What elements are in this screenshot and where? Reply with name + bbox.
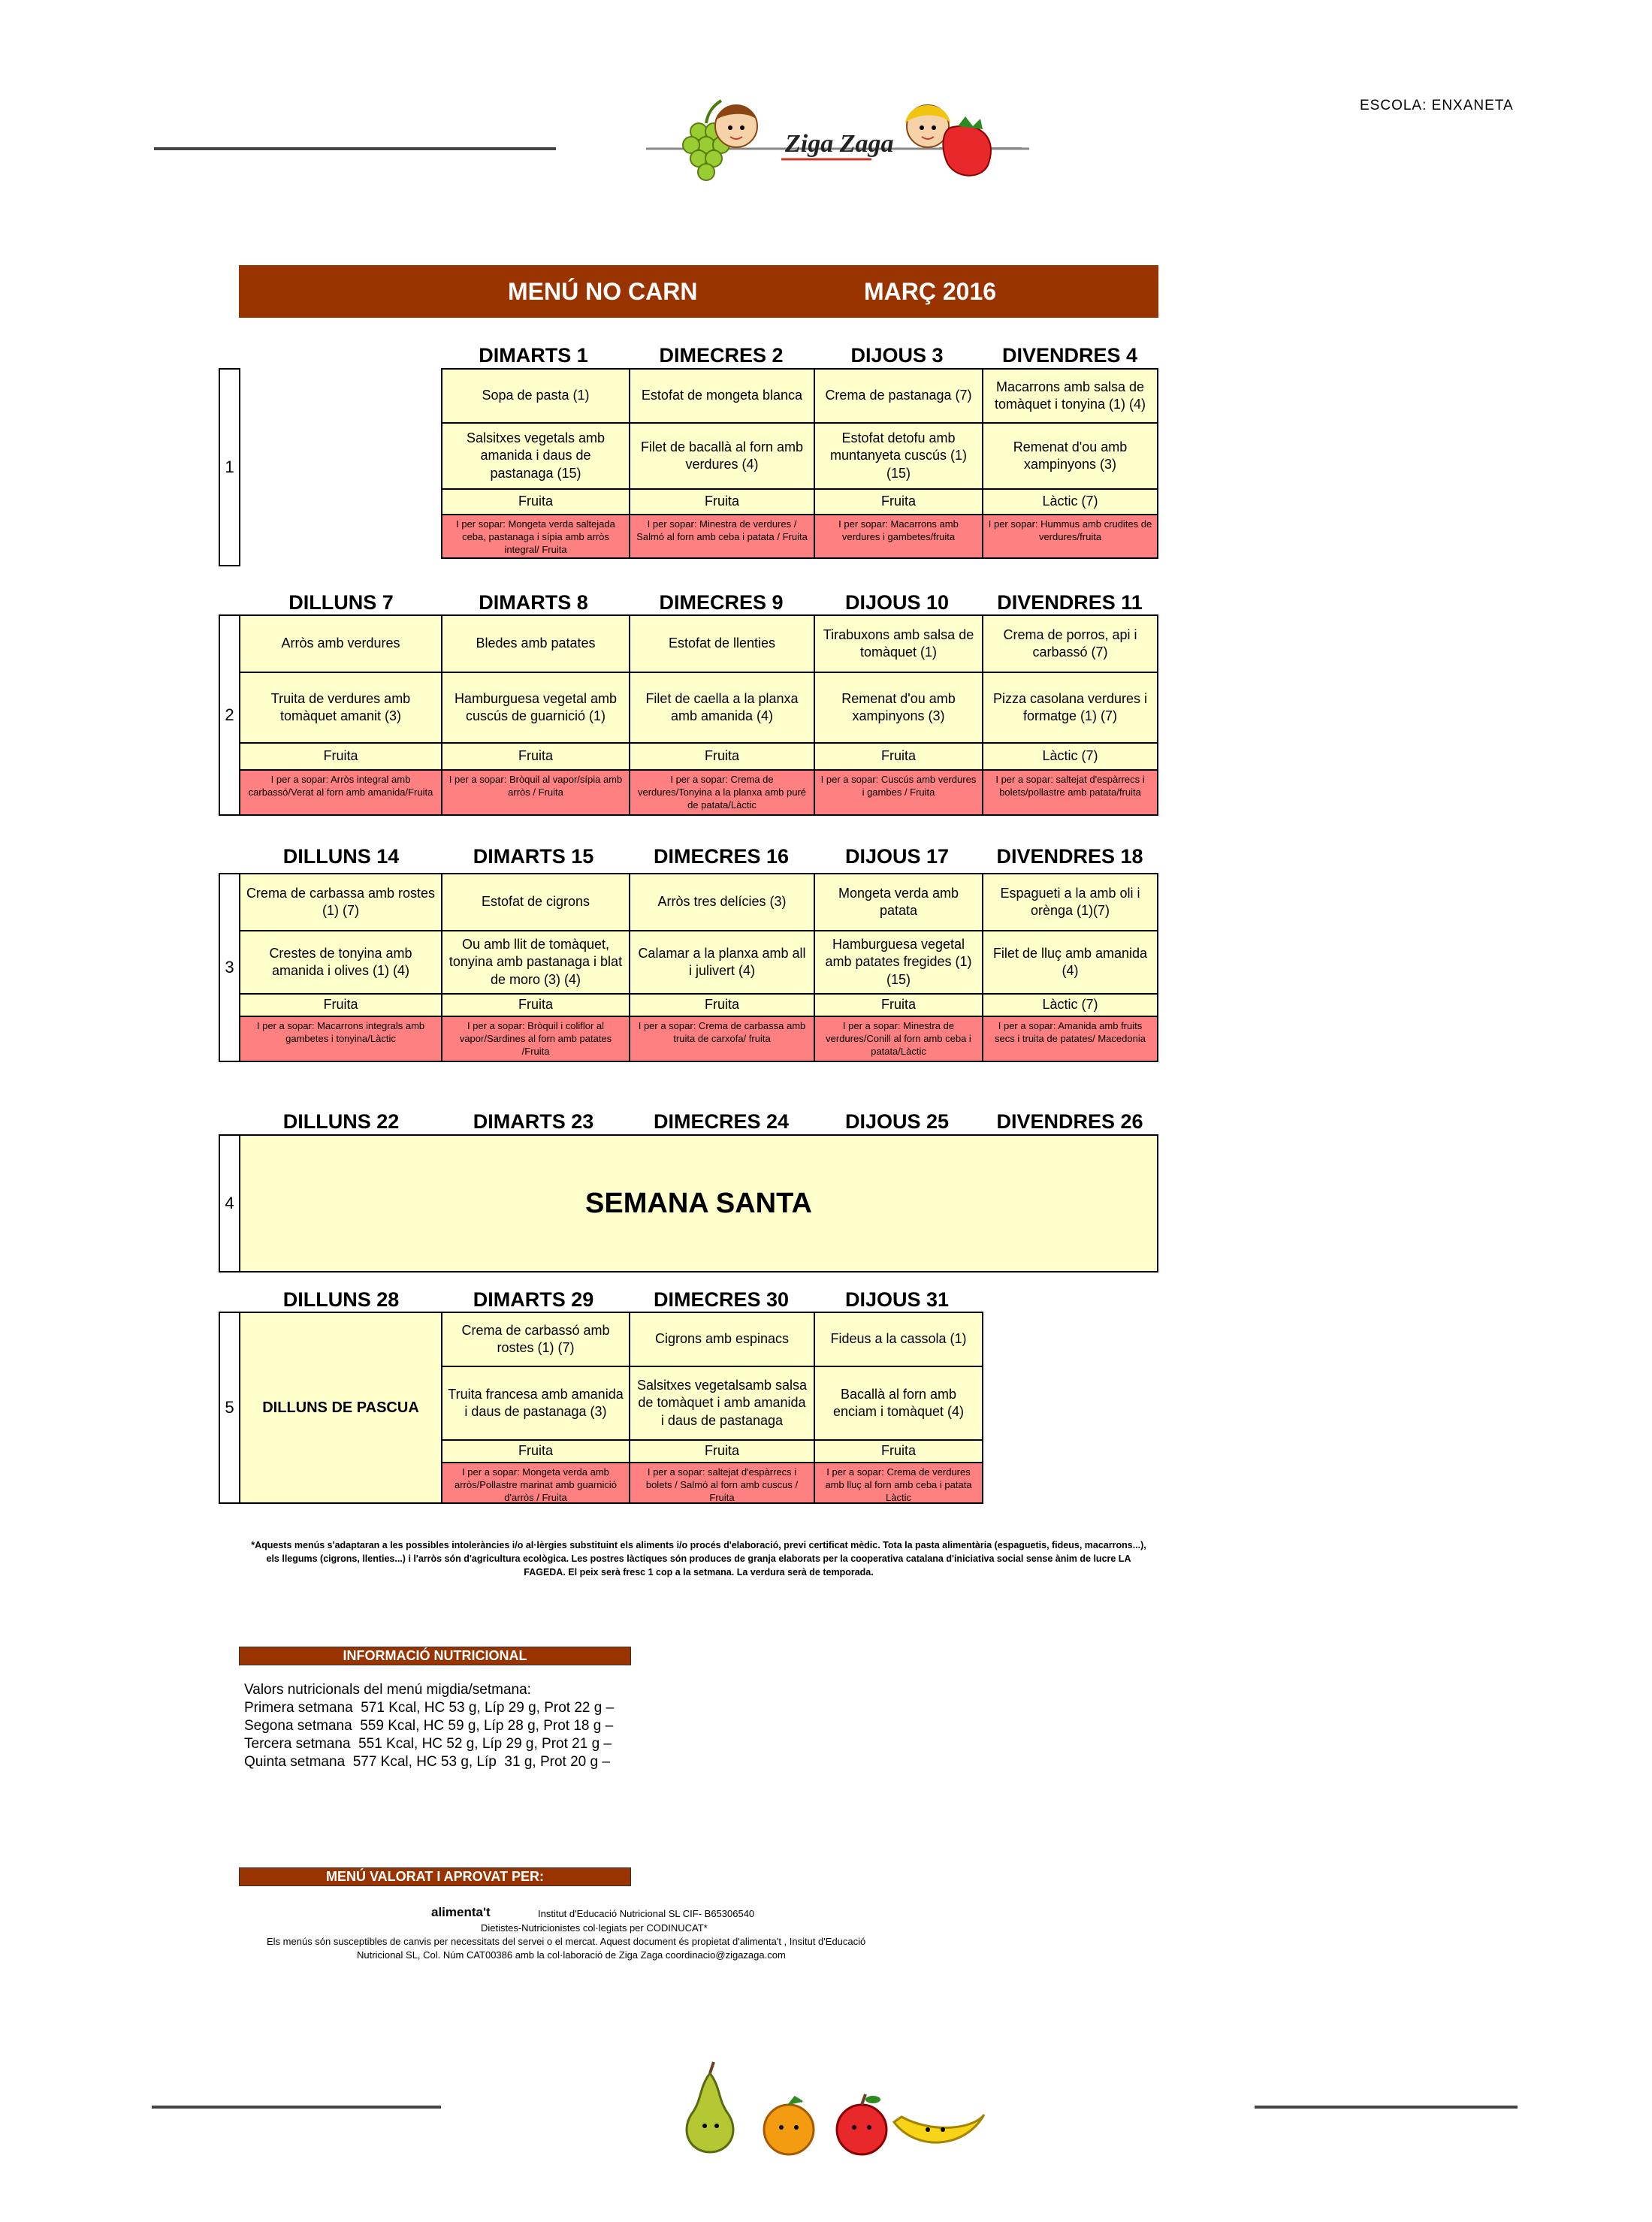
dinner-cell: I per a sopar: Mongeta verda amb arròs/Pollastre marinat amb guarnició d'arròs / Fruita xyxy=(441,1462,630,1504)
day-header: DIMARTS 23 xyxy=(473,1110,594,1133)
day-header: DIMARTS 8 xyxy=(479,591,588,614)
second-course-cell: Salsitxes vegetalsamb salsa de tomàquet i amb amanida i daus de pastanaga xyxy=(629,1366,815,1441)
first-course-cell: Estofat de mongeta blanca xyxy=(629,368,815,424)
day-header: DIVENDRES 26 xyxy=(996,1110,1143,1133)
school-name: ESCOLA: ENXANETA xyxy=(1360,98,1514,113)
day-header: DIMARTS 1 xyxy=(479,344,588,367)
day-header: DIJOUS 17 xyxy=(844,845,950,868)
dessert-cell: Fruita xyxy=(629,742,815,771)
day-header: DIVENDRES 11 xyxy=(997,591,1143,614)
alimentat-brand: alimenta't xyxy=(431,1905,491,1919)
footer-rule-right xyxy=(1255,2106,1518,2109)
dinner-cell: I per a sopar: Macarrons integrals amb gambetes i tonyina/Làctic xyxy=(239,1016,442,1062)
dessert-cell: Fruita xyxy=(814,993,983,1017)
day-header: DIVENDRES 4 xyxy=(1001,344,1138,367)
dinner-cell: I per a sopar: Cuscús amb verdures i gambes / Fruita xyxy=(814,769,983,816)
first-course-cell: Crema de pastanaga (7) xyxy=(814,368,983,424)
dinner-cell: I per sopar: Hummus amb crudites de verdures/fruita xyxy=(982,514,1158,559)
fruits-illustration xyxy=(669,2058,1007,2156)
day-header: DIMECRES 9 xyxy=(659,591,784,614)
day-header: DIMECRES 24 xyxy=(653,1110,790,1133)
dinner-cell: I per a sopar: Arròs integral amb carbassó/Verat al forn amb amanida/Fruita xyxy=(239,769,442,816)
svg-text:Ziga Zaga: Ziga Zaga xyxy=(785,130,894,158)
nutrition-line: Quinta setmana 577 Kcal, HC 53 g, Líp 31 g, Prot 20 g – xyxy=(244,1754,610,1770)
second-course-cell: Filet de caella a la planxa amb amanida (4) xyxy=(629,672,815,744)
approval-header: MENÚ VALORAT I APROVAT PER: xyxy=(239,1867,631,1886)
day-header: DIMECRES 2 xyxy=(659,344,784,367)
second-course-cell: Remenat d'ou amb xampinyons (3) xyxy=(814,672,983,744)
dessert-cell: Fruita xyxy=(239,742,442,771)
first-course-cell: Fideus a la cassola (1) xyxy=(814,1312,983,1367)
dinner-cell: I per sopar: Mongeta verda saltejada ceba, pastanaga i sípia amb arròs integral/ Fruita xyxy=(441,514,630,559)
header-rule-left xyxy=(154,147,556,150)
week-number: 4 xyxy=(219,1134,240,1273)
dinner-cell: I per a sopar: Bròquil al vapor/sípia amb arròs / Fruita xyxy=(441,769,630,816)
day-header: DIMECRES 16 xyxy=(653,845,790,868)
first-course-cell: Crema de carbassa amb rostes (1) (7) xyxy=(239,873,442,931)
week-number: 2 xyxy=(219,614,240,816)
first-course-cell: Mongeta verda amb patata xyxy=(814,873,983,931)
dessert-cell: Fruita xyxy=(814,488,983,515)
dessert-cell: Fruita xyxy=(441,742,630,771)
nutrition-line: Tercera setmana 551 Kcal, HC 52 g, Líp 29 g, Prot 21 g – xyxy=(244,1736,612,1752)
day-header: DILLUNS 7 xyxy=(288,591,394,614)
day-header: DILLUNS 22 xyxy=(282,1110,400,1133)
dessert-cell: Làctic (7) xyxy=(982,488,1158,515)
nutrition-line: Primera setmana 571 Kcal, HC 53 g, Líp 29 g, Prot 22 g – xyxy=(244,1700,615,1716)
second-course-cell: Ou amb llit de tomàquet, tonyina amb pastanaga i blat de moro (3) (4) xyxy=(441,930,630,995)
allergy-note: *Aquests menús s'adaptaran a les possibles intoleràncies i/o al·lèrgies substituint els aliments i/o procés d'elaboració, previ certificat mèdic. Tota la pasta alimentària (espaguetis, fideus, macarrons...), els llegums (cigrons, llenties...) i l'arròs són d'agricultura ecològica. Les postres làctiques són produces de granja elaborats per la cooperativa catalana d'iniciativa social sense ànim de lucre LA FAGEDA. El peix serà fresc 1 cop a la setmana. La verdura serà de temporada. xyxy=(251,1540,1146,1578)
holy-week-cell: SEMANA SANTA xyxy=(239,1134,1158,1273)
first-course-cell: Sopa de pasta (1) xyxy=(441,368,630,424)
institute-line: Institut d'Educació Nutricional SL CIF- B65306540 xyxy=(538,1908,755,1919)
easter-monday-cell: DILLUNS DE PASCUA xyxy=(239,1312,442,1504)
first-course-cell: Tirabuxons amb salsa de tomàquet (1) xyxy=(814,614,983,673)
second-course-cell: Hamburguesa vegetal amb patates fregides (1)(15) xyxy=(814,930,983,995)
week-number: 3 xyxy=(219,873,240,1062)
dinner-cell: I per a sopar: Minestra de verdures/Conill al forn amb ceba i patata/Làctic xyxy=(814,1016,983,1062)
second-course-cell: Pizza casolana verdures i formatge (1) (7) xyxy=(982,672,1158,744)
second-course-cell: Salsitxes vegetals amb amanida i daus de pastanaga (15) xyxy=(441,422,630,490)
dessert-cell: Fruita xyxy=(629,993,815,1017)
dessert-cell: Fruita xyxy=(441,488,630,515)
disclaimer-line: Els menús són susceptibles de canvis per necessitats del servei o el mercat. Aquest document és propietat d'alimenta't , Insitut d'Educació xyxy=(267,1936,866,1947)
dinner-cell: I per a sopar: saltejat d'espàrrecs i bolets/pollastre amb patata/fruita xyxy=(982,769,1158,816)
day-header: DIJOUS 31 xyxy=(844,1288,950,1311)
dessert-cell: Làctic (7) xyxy=(982,742,1158,771)
week-number: 1 xyxy=(219,368,240,566)
ziga-zaga-logo xyxy=(646,90,1029,188)
day-header: DIMARTS 15 xyxy=(473,845,594,868)
first-course-cell: Cigrons amb espinacs xyxy=(629,1312,815,1367)
dinner-cell: I per a sopar: Crema de carbassa amb truita de carxofa/ fruita xyxy=(629,1016,815,1062)
second-course-cell: Calamar a la planxa amb all i julivert (4) xyxy=(629,930,815,995)
second-course-cell: Bacallà al forn amb enciam i tomàquet (4) xyxy=(814,1366,983,1441)
first-course-cell: Arròs amb verdures xyxy=(239,614,442,673)
first-course-cell: Estofat de cigrons xyxy=(441,873,630,931)
menu-month: MARÇ 2016 xyxy=(864,278,997,305)
second-course-cell: Truita francesa amb amanida i daus de pastanaga (3) xyxy=(441,1366,630,1441)
second-course-cell: Filet de lluç amb amanida (4) xyxy=(982,930,1158,995)
first-course-cell: Crema de porros, api i carbassó (7) xyxy=(982,614,1158,673)
first-course-cell: Bledes amb patates xyxy=(441,614,630,673)
week-number: 5 xyxy=(219,1312,240,1504)
dinner-cell: I per a sopar: saltejat d'espàrrecs i bolets / Salmó al forn amb cuscus / Fruita xyxy=(629,1462,815,1504)
dessert-cell: Fruita xyxy=(814,742,983,771)
day-header: DIJOUS 3 xyxy=(850,344,944,367)
menu-banner xyxy=(239,265,1158,318)
nutrition-intro: Valors nutricionals del menú migdia/setmana: xyxy=(244,1682,531,1698)
day-header: DIMARTS 29 xyxy=(473,1288,594,1311)
day-header: DIVENDRES 18 xyxy=(996,845,1143,868)
second-course-cell: Truita de verdures amb tomàquet amanit (3) xyxy=(239,672,442,744)
day-header: DIMECRES 30 xyxy=(653,1288,790,1311)
second-course-cell: Remenat d'ou amb xampinyons (3) xyxy=(982,422,1158,490)
second-course-cell: Hamburguesa vegetal amb cuscús de guarnició (1) xyxy=(441,672,630,744)
first-course-cell: Espagueti a la amb oli i orènga (1)(7) xyxy=(982,873,1158,931)
dinner-cell: I per a sopar: Crema de verdures/Tonyina a la planxa amb puré de patata/Làctic xyxy=(629,769,815,816)
contact-line: Nutricional SL, Col. Núm CAT00386 amb la col·laboració de Ziga Zaga coordinacio@zigazaga.com xyxy=(357,1949,786,1961)
dinner-cell: I per a sopar: Amanida amb fruits secs i truita de patates/ Macedonia xyxy=(982,1016,1158,1062)
first-course-cell: Crema de carbassó amb rostes (1) (7) xyxy=(441,1312,630,1367)
second-course-cell: Crestes de tonyina amb amanida i olives (1) (4) xyxy=(239,930,442,995)
dessert-cell: Fruita xyxy=(629,1439,815,1463)
dessert-cell: Fruita xyxy=(239,993,442,1017)
day-header: DILLUNS 28 xyxy=(282,1288,400,1311)
dinner-cell: I per sopar: Minestra de verdures / Salmó al forn amb ceba i patata / Fruita xyxy=(629,514,815,559)
menu-title: MENÚ NO CARN xyxy=(508,278,698,305)
dinner-cell: I per a sopar: Bròquil i coliflor al vapor/Sardines al forn amb patates /Fruita xyxy=(441,1016,630,1062)
footer-rule-left xyxy=(152,2106,441,2109)
first-course-cell: Estofat de llenties xyxy=(629,614,815,673)
nutrition-header: INFORMACIÓ NUTRICIONAL xyxy=(239,1647,631,1665)
second-course-cell: Filet de bacallà al forn amb verdures (4) xyxy=(629,422,815,490)
dessert-cell: Làctic (7) xyxy=(982,993,1158,1017)
day-header: DIJOUS 10 xyxy=(844,591,950,614)
nutrition-line: Segona setmana 559 Kcal, HC 59 g, Líp 28 g, Prot 18 g – xyxy=(244,1718,614,1734)
dietitians-line: Dietistes-Nutricionistes col·legiats per CODINUCAT* xyxy=(481,1922,708,1934)
nutrition-info xyxy=(244,1681,614,1771)
dessert-cell: Fruita xyxy=(629,488,815,515)
dessert-cell: Fruita xyxy=(441,993,630,1017)
dinner-cell: I per sopar: Macarrons amb verdures i gambetes/fruita xyxy=(814,514,983,559)
day-header: DILLUNS 14 xyxy=(282,845,400,868)
second-course-cell: Estofat detofu amb muntanyeta cuscús (1) (15) xyxy=(814,422,983,490)
dinner-cell: I per a sopar: Crema de verdures amb lluç al forn amb ceba i patata Làctic xyxy=(814,1462,983,1504)
dessert-cell: Fruita xyxy=(814,1439,983,1463)
dessert-cell: Fruita xyxy=(441,1439,630,1463)
first-course-cell: Arròs tres delícies (3) xyxy=(629,873,815,931)
first-course-cell: Macarrons amb salsa de tomàquet i tonyina (1) (4) xyxy=(982,368,1158,424)
day-header: DIJOUS 25 xyxy=(844,1110,950,1133)
